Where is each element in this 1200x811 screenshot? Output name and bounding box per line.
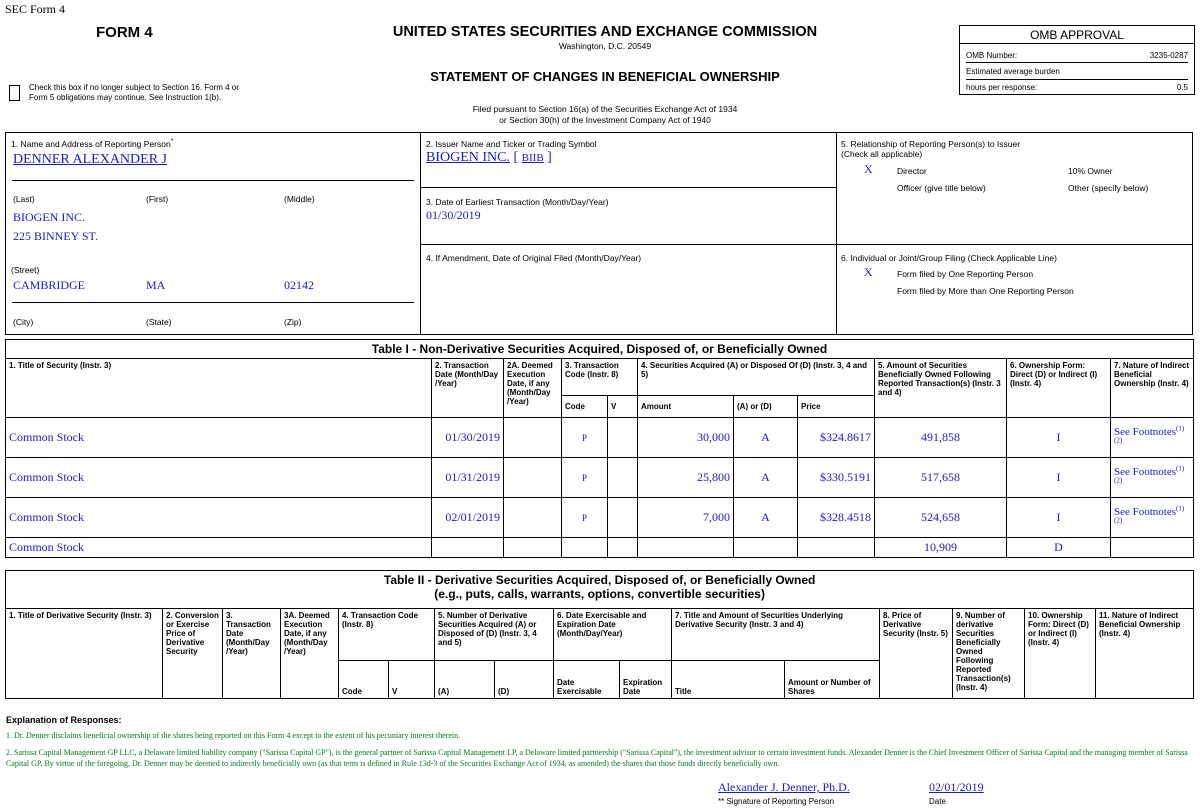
cell-nature: See Footnotes$^{(1)(2)}$ bbox=[1111, 498, 1194, 538]
omb-hours-row bbox=[966, 79, 1188, 94]
filed-pursuant-line-2: or Section 30(h) of the Investment Company Act of 1940 bbox=[499, 115, 711, 125]
t1-subheader-a-or-d: (A) or (D) bbox=[734, 396, 798, 418]
footnote-link[interactable]: See Footnotes bbox=[1114, 465, 1177, 478]
issuer-box bbox=[420, 132, 837, 188]
cell-amount: 30,000 bbox=[638, 418, 734, 458]
section16-checkbox-label: Check this box if no longer subject to Section 16. Form 4 or Form 5 obligations may continue. See Instruction 1(b). bbox=[29, 83, 239, 102]
cell-owned: 517,658 bbox=[875, 458, 1007, 498]
table-1-title: Table I - Non-Derivative Securities Acquired, Disposed of, or Beneficially Owned bbox=[6, 340, 1194, 359]
director-mark: X bbox=[864, 162, 873, 176]
cell-date: 01/31/2019 bbox=[432, 458, 504, 498]
form-title: FORM 4 bbox=[96, 24, 153, 41]
t1-header-date: 2. Transaction Date (Month/Day /Year) bbox=[432, 359, 504, 418]
t2-header-9: 9. Number of derivative Securities Beneficially Owned Following Reported Transaction(s) (Instr. 4) bbox=[953, 609, 1025, 699]
cell-form: I bbox=[1007, 418, 1111, 458]
cell-deemed bbox=[504, 538, 562, 558]
cell-deemed bbox=[504, 418, 562, 458]
table-2-derivative bbox=[5, 570, 1194, 699]
cell-v bbox=[608, 418, 638, 458]
statement-title: STATEMENT OF CHANGES IN BENEFICIAL OWNERSHIP bbox=[430, 69, 780, 84]
issuer-value: BIOGEN INC. [ BIIB ] bbox=[426, 150, 552, 165]
signature-date: 02/01/2019 bbox=[929, 780, 984, 794]
t1-header-amount-owned: 5. Amount of Securities Beneficially Owned Following Reported Transaction(s) (Instr. 3 and 4) bbox=[875, 359, 1007, 418]
cell-amount bbox=[638, 538, 734, 558]
filing-mark: X bbox=[864, 265, 873, 279]
table-2-title: Table II - Derivative Securities Acquired, Disposed of, or Beneficially Owned (e.g., puts, calls, warrants, options, convertible securities) bbox=[6, 571, 1194, 609]
omb-number-label: OMB Number: bbox=[966, 51, 1018, 60]
cell-code bbox=[562, 538, 608, 558]
t1-subheader-code: Code bbox=[562, 396, 608, 418]
t1-header-title: 1. Title of Security (Instr. 3) bbox=[6, 359, 432, 418]
t2-header-3: 3. Transaction Date (Month/Day /Year) bbox=[223, 609, 281, 699]
director-label: Director bbox=[897, 166, 927, 176]
ten-percent-owner-label: 10% Owner bbox=[1068, 166, 1113, 176]
cell-deemed bbox=[504, 498, 562, 538]
cell-form: I bbox=[1007, 498, 1111, 538]
omb-hours-label: hours per response: bbox=[966, 83, 1038, 92]
table-row bbox=[6, 498, 1194, 538]
footnote-link[interactable]: See Footnotes bbox=[1114, 425, 1177, 438]
t1-subheader-price: Price bbox=[798, 396, 875, 418]
t1-header-deemed: 2A. Deemed Execution Date, if any (Month/Day /Year) bbox=[504, 359, 562, 418]
agency-title: UNITED STATES SECURITIES AND EXCHANGE COMMISSION bbox=[392, 24, 818, 40]
section16-checkbox[interactable] bbox=[9, 85, 20, 101]
cell-a-or-d: A bbox=[734, 458, 798, 498]
t1-header-ownership-form: 6. Ownership Form: Direct (D) or Indirect (I) (Instr. 4) bbox=[1007, 359, 1111, 418]
filing-multiple-persons: Form filed by More than One Reporting Person bbox=[897, 286, 1074, 296]
issuer-label: 2. Issuer Name and Ticker or Trading Symbol bbox=[426, 139, 597, 149]
street-label: (Street) bbox=[11, 265, 40, 275]
t2-subheader-amount: Amount or Number of Shares bbox=[785, 661, 880, 699]
filing-label: 6. Individual or Joint/Group Filing (Check Applicable Line) bbox=[841, 253, 1057, 263]
first-label: (First) bbox=[146, 194, 169, 204]
t1-header-code: 3. Transaction Code (Instr. 8) bbox=[562, 359, 638, 396]
cell-title: Common Stock bbox=[6, 458, 432, 498]
omb-number-value: 3235-0287 bbox=[1149, 51, 1188, 60]
cell-date: 02/01/2019 bbox=[432, 498, 504, 538]
t2-header-8: 8. Price of Derivative Security (Instr. 5) bbox=[880, 609, 953, 699]
issuer-name-link[interactable]: BIOGEN INC. bbox=[426, 150, 510, 165]
cell-price: $330.5191 bbox=[798, 458, 875, 498]
cell-owned: 491,858 bbox=[875, 418, 1007, 458]
t2-header-4: 4. Transaction Code (Instr. 8) bbox=[339, 609, 435, 661]
cell-v bbox=[608, 498, 638, 538]
cell-a-or-d bbox=[734, 538, 798, 558]
cell-date: 01/30/2019 bbox=[432, 418, 504, 458]
other-label: Other (specify below) bbox=[1068, 183, 1149, 193]
t2-subheader-v: V bbox=[389, 661, 435, 699]
t1-header-acquired: 4. Securities Acquired (A) or Disposed Of (D) (Instr. 3, 4 and 5) bbox=[638, 359, 875, 396]
cell-owned: 10,909 bbox=[875, 538, 1007, 558]
cell-a-or-d: A bbox=[734, 418, 798, 458]
address-line-2: 225 BINNEY ST. bbox=[13, 229, 98, 243]
cell-form: I bbox=[1007, 458, 1111, 498]
cell-amount: 7,000 bbox=[638, 498, 734, 538]
cell-v bbox=[608, 538, 638, 558]
cell-v bbox=[608, 458, 638, 498]
t2-subheader-date-exercisable: Date Exercisable bbox=[554, 661, 620, 699]
state-label: (State) bbox=[146, 317, 172, 327]
relationship-label-2: (Check all applicable) bbox=[841, 149, 923, 159]
footnote-1: 1. Dr. Denner disclaims beneficial ownership of the shares being reported on this Form 4 except to the extent of his pecuniary interest therein. bbox=[6, 731, 461, 740]
last-label: (Last) bbox=[13, 194, 35, 204]
zip-label: (Zip) bbox=[284, 317, 302, 327]
cell-owned: 524,658 bbox=[875, 498, 1007, 538]
cell-code: P bbox=[562, 498, 608, 538]
earliest-date-label: 3. Date of Earliest Transaction (Month/Day/Year) bbox=[426, 197, 609, 207]
cell-price bbox=[798, 538, 875, 558]
agency-location: Washington, D.C. 20549 bbox=[558, 41, 652, 51]
t2-header-11: 11. Nature of Indirect Beneficial Ownership (Instr. 4) bbox=[1096, 609, 1194, 699]
amendment-label: 4. If Amendment, Date of Original Filed (Month/Day/Year) bbox=[426, 253, 642, 263]
date-label: Date bbox=[929, 797, 946, 806]
t2-header-3a: 3A. Deemed Execution Date, if any (Month/Day /Year) bbox=[281, 609, 339, 699]
filed-pursuant-line-1: Filed pursuant to Section 16(a) of the Securities Exchange Act of 1934 bbox=[472, 104, 738, 114]
filing-one-person: Form filed by One Reporting Person bbox=[897, 269, 1034, 279]
cell-nature: See Footnotes$^{(1)(2)}$ bbox=[1111, 418, 1194, 458]
footnote-link[interactable]: See Footnotes bbox=[1114, 505, 1177, 518]
t2-subheader-expiration-date: Expiration Date bbox=[620, 661, 672, 699]
cell-a-or-d: A bbox=[734, 498, 798, 538]
issuer-ticker-link[interactable]: BIIB bbox=[521, 152, 544, 164]
t1-subheader-amount: Amount bbox=[638, 396, 734, 418]
cell-code: P bbox=[562, 418, 608, 458]
filing-box bbox=[836, 244, 1193, 335]
t1-header-nature: 7. Nature of Indirect Beneficial Ownership (Instr. 4) bbox=[1111, 359, 1194, 418]
t2-header-7: 7. Title and Amount of Securities Underlying Derivative Security (Instr. 3 and 4) bbox=[672, 609, 880, 661]
earliest-date-box bbox=[420, 187, 837, 245]
cell-amount: 25,800 bbox=[638, 458, 734, 498]
table-row bbox=[6, 458, 1194, 498]
cell-code: P bbox=[562, 458, 608, 498]
t2-header-10: 10. Ownership Form: Direct (D) or Indirect (I) (Instr. 4) bbox=[1025, 609, 1096, 699]
address-line-1: BIOGEN INC. bbox=[13, 210, 85, 224]
cell-nature bbox=[1111, 538, 1194, 558]
omb-approval-box bbox=[959, 25, 1195, 95]
omb-number-row bbox=[966, 48, 1188, 63]
city-value: CAMBRIDGE bbox=[13, 278, 86, 292]
reporting-person-label: 1. Name and Address of Reporting Person* bbox=[11, 138, 174, 149]
amendment-box bbox=[420, 244, 837, 335]
relationship-box bbox=[836, 132, 1193, 245]
zip-value: 02142 bbox=[284, 278, 314, 292]
explanation-title: Explanation of Responses: bbox=[6, 715, 122, 725]
table-row bbox=[6, 418, 1194, 458]
table-row bbox=[6, 538, 1194, 558]
t2-subheader-code: Code bbox=[339, 661, 389, 699]
t1-subheader-v: V bbox=[608, 396, 638, 418]
officer-label: Officer (give title below) bbox=[897, 183, 986, 193]
earliest-date-value: 01/30/2019 bbox=[426, 208, 481, 222]
cell-title: Common Stock bbox=[6, 538, 432, 558]
t2-header-1: 1. Title of Derivative Security (Instr. 3) bbox=[6, 609, 163, 699]
state-value: MA bbox=[146, 278, 166, 292]
cell-price: $328.4518 bbox=[798, 498, 875, 538]
reporting-person-box bbox=[5, 132, 421, 335]
omb-burden-label: Estimated average burden bbox=[966, 67, 1060, 76]
omb-approval-title: OMB APPROVAL bbox=[960, 26, 1194, 44]
signature-name: Alexander J. Denner, Ph.D. bbox=[718, 780, 850, 794]
footnote-2: 2. Sarissa Capital Management GP LLC, a Delaware limited liability company ("Sarissa Capital GP"), is the general partner of Sarissa Capital Management LP, a Delaware limited partnership ("Sarissa Capital"), the investment advisor to certain investment funds. Alexander Denner is the Chief Investment Officer of Sarissa Capital and the managing member of Sarissa Capital GP. By virtue of the foregoing, Dr. Denner may be deemed to indirectly beneficially own (as that term is defined in Rule 13d-3 of the Securities Exchange Act of 1934, as amended) the shares that those funds directly beneficially own. bbox=[6, 748, 1188, 768]
relationship-label-1: 5. Relationship of Reporting Person(s) to Issuer bbox=[841, 139, 1021, 149]
reporting-person-name-link[interactable]: DENNER ALEXANDER J bbox=[13, 152, 167, 167]
cell-nature: See Footnotes$^{(1)(2)}$ bbox=[1111, 458, 1194, 498]
t2-subheader-title: Title bbox=[672, 661, 785, 699]
t2-subheader-a: (A) bbox=[435, 661, 495, 699]
cell-price: $324.8617 bbox=[798, 418, 875, 458]
t2-header-6: 6. Date Exercisable and Expiration Date (Month/Day/Year) bbox=[554, 609, 672, 661]
cell-deemed bbox=[504, 458, 562, 498]
cell-title: Common Stock bbox=[6, 418, 432, 458]
signature-label: ** Signature of Reporting Person bbox=[718, 797, 835, 806]
sec-form-label: SEC Form 4 bbox=[5, 2, 66, 16]
cell-date bbox=[432, 538, 504, 558]
city-label: (City) bbox=[13, 317, 34, 327]
t2-header-2: 2. Conversion or Exercise Price of Derivative Security bbox=[163, 609, 223, 699]
omb-hours-value: 0.5 bbox=[1176, 83, 1188, 92]
middle-label: (Middle) bbox=[284, 194, 315, 204]
table-1-non-derivative bbox=[5, 339, 1194, 558]
t2-header-5: 5. Number of Derivative Securities Acquired (A) or Disposed of (D) (Instr. 3, 4 and 5) bbox=[435, 609, 554, 661]
cell-form: D bbox=[1007, 538, 1111, 558]
t2-subheader-d: (D) bbox=[495, 661, 554, 699]
cell-title: Common Stock bbox=[6, 498, 432, 538]
omb-burden-row bbox=[966, 64, 1188, 79]
